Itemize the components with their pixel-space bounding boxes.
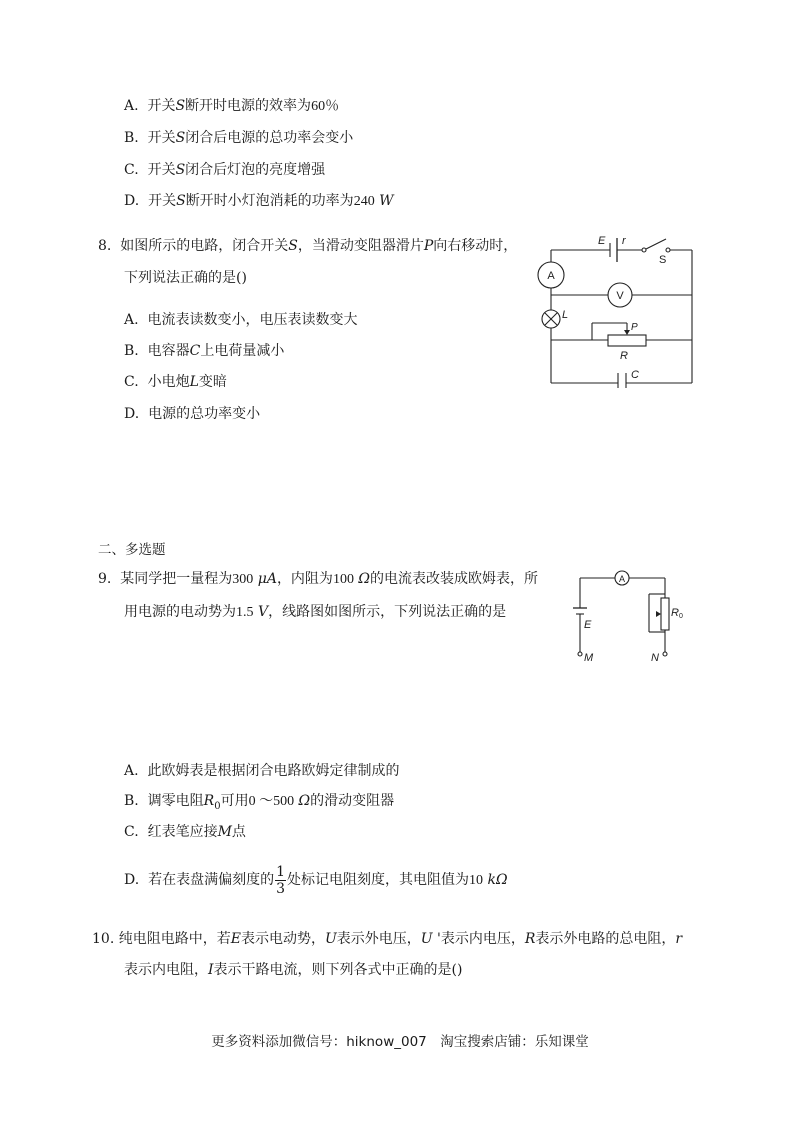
q9-resistor-label: R0 bbox=[671, 607, 683, 620]
q8-option-b: B. 电容器C上电荷量减小 bbox=[124, 343, 285, 359]
q8-label-e: E bbox=[598, 235, 606, 247]
q8-label-r: r bbox=[622, 235, 626, 247]
fraction-one-third: $\frac{1}{3}$ bbox=[276, 863, 286, 897]
q8-circuit-diagram bbox=[530, 226, 702, 388]
q7-option-a: A. 开关S断开时电源的效率为60％ bbox=[124, 98, 340, 114]
q9-terminal-m: M bbox=[584, 652, 594, 664]
q8-label-s: S bbox=[659, 254, 667, 266]
q8-resistor-label: R bbox=[620, 350, 628, 362]
q8-slider-label: P bbox=[631, 322, 638, 333]
page-footer: 更多资料添加微信号：hiknow_007 淘宝搜索店铺：乐知课堂 bbox=[211, 1034, 589, 1050]
q9-battery-label: E bbox=[584, 619, 592, 631]
q7-option-b: B. 开关S闭合后电源的总功率会变小 bbox=[124, 130, 354, 146]
q9-stem-line1: 9. 某同学把一量程为300 μA，内阻为100 Ω的电流表改装成欧姆表，所 bbox=[98, 571, 538, 587]
q9-ammeter-label: A bbox=[618, 574, 626, 584]
q9-terminal-n: N bbox=[651, 652, 659, 664]
q8-stem-line2: 下列说法正确的是() bbox=[124, 270, 247, 286]
q10-stem-line1: 10. 纯电阻电路中，若E表示电动势，U表示外电压，U '表示内电压，R表示外电路的总电阻，r bbox=[92, 931, 683, 947]
q9-option-a: A. 此欧姆表是根据闭合电路欧姆定律制成的 bbox=[124, 763, 400, 779]
q7-option-c: C. 开关S闭合后灯泡的亮度增强 bbox=[124, 162, 326, 178]
q9-stem-line2: 用电源的电动势为1.5 V，线路图如图所示，下列说法正确的是 bbox=[124, 604, 507, 620]
q8-option-d: D. 电源的总功率变小 bbox=[124, 406, 261, 422]
q9-option-d: D. 若在表盘满偏刻度的 $\frac{1}{3}$ 处标记电阻刻度，其电阻值为10 kΩ bbox=[124, 863, 508, 897]
q8-voltmeter-label: V bbox=[616, 290, 624, 302]
q8-lamp-label: L bbox=[562, 309, 569, 321]
section-title: 二、多选题 bbox=[98, 542, 166, 558]
q9-option-c: C. 红表笔应接M点 bbox=[124, 824, 246, 840]
q7-option-d: D. 开关S断开时小灯泡消耗的功率为240 W bbox=[124, 193, 394, 209]
q9-ohmmeter-diagram bbox=[565, 566, 685, 664]
q8-option-c: C. 小电炮L变暗 bbox=[124, 374, 227, 390]
q8-option-a: A. 电流表读数变小，电压表读数变大 bbox=[124, 312, 358, 328]
q8-ammeter-label: A bbox=[547, 270, 555, 282]
q8-capacitor-label: C bbox=[631, 369, 639, 381]
q10-stem-line2: 表示内电阻，I表示干路电流，则下列各式中正确的是() bbox=[124, 962, 463, 978]
q9-option-b: B. 调零电阻$R_0$可用0 ～500 Ω的滑动变阻器 bbox=[124, 793, 395, 812]
q8-stem-line1: 8. 如图所示的电路，闭合开关S，当滑动变阻器滑片P向右移动时， bbox=[98, 238, 518, 254]
